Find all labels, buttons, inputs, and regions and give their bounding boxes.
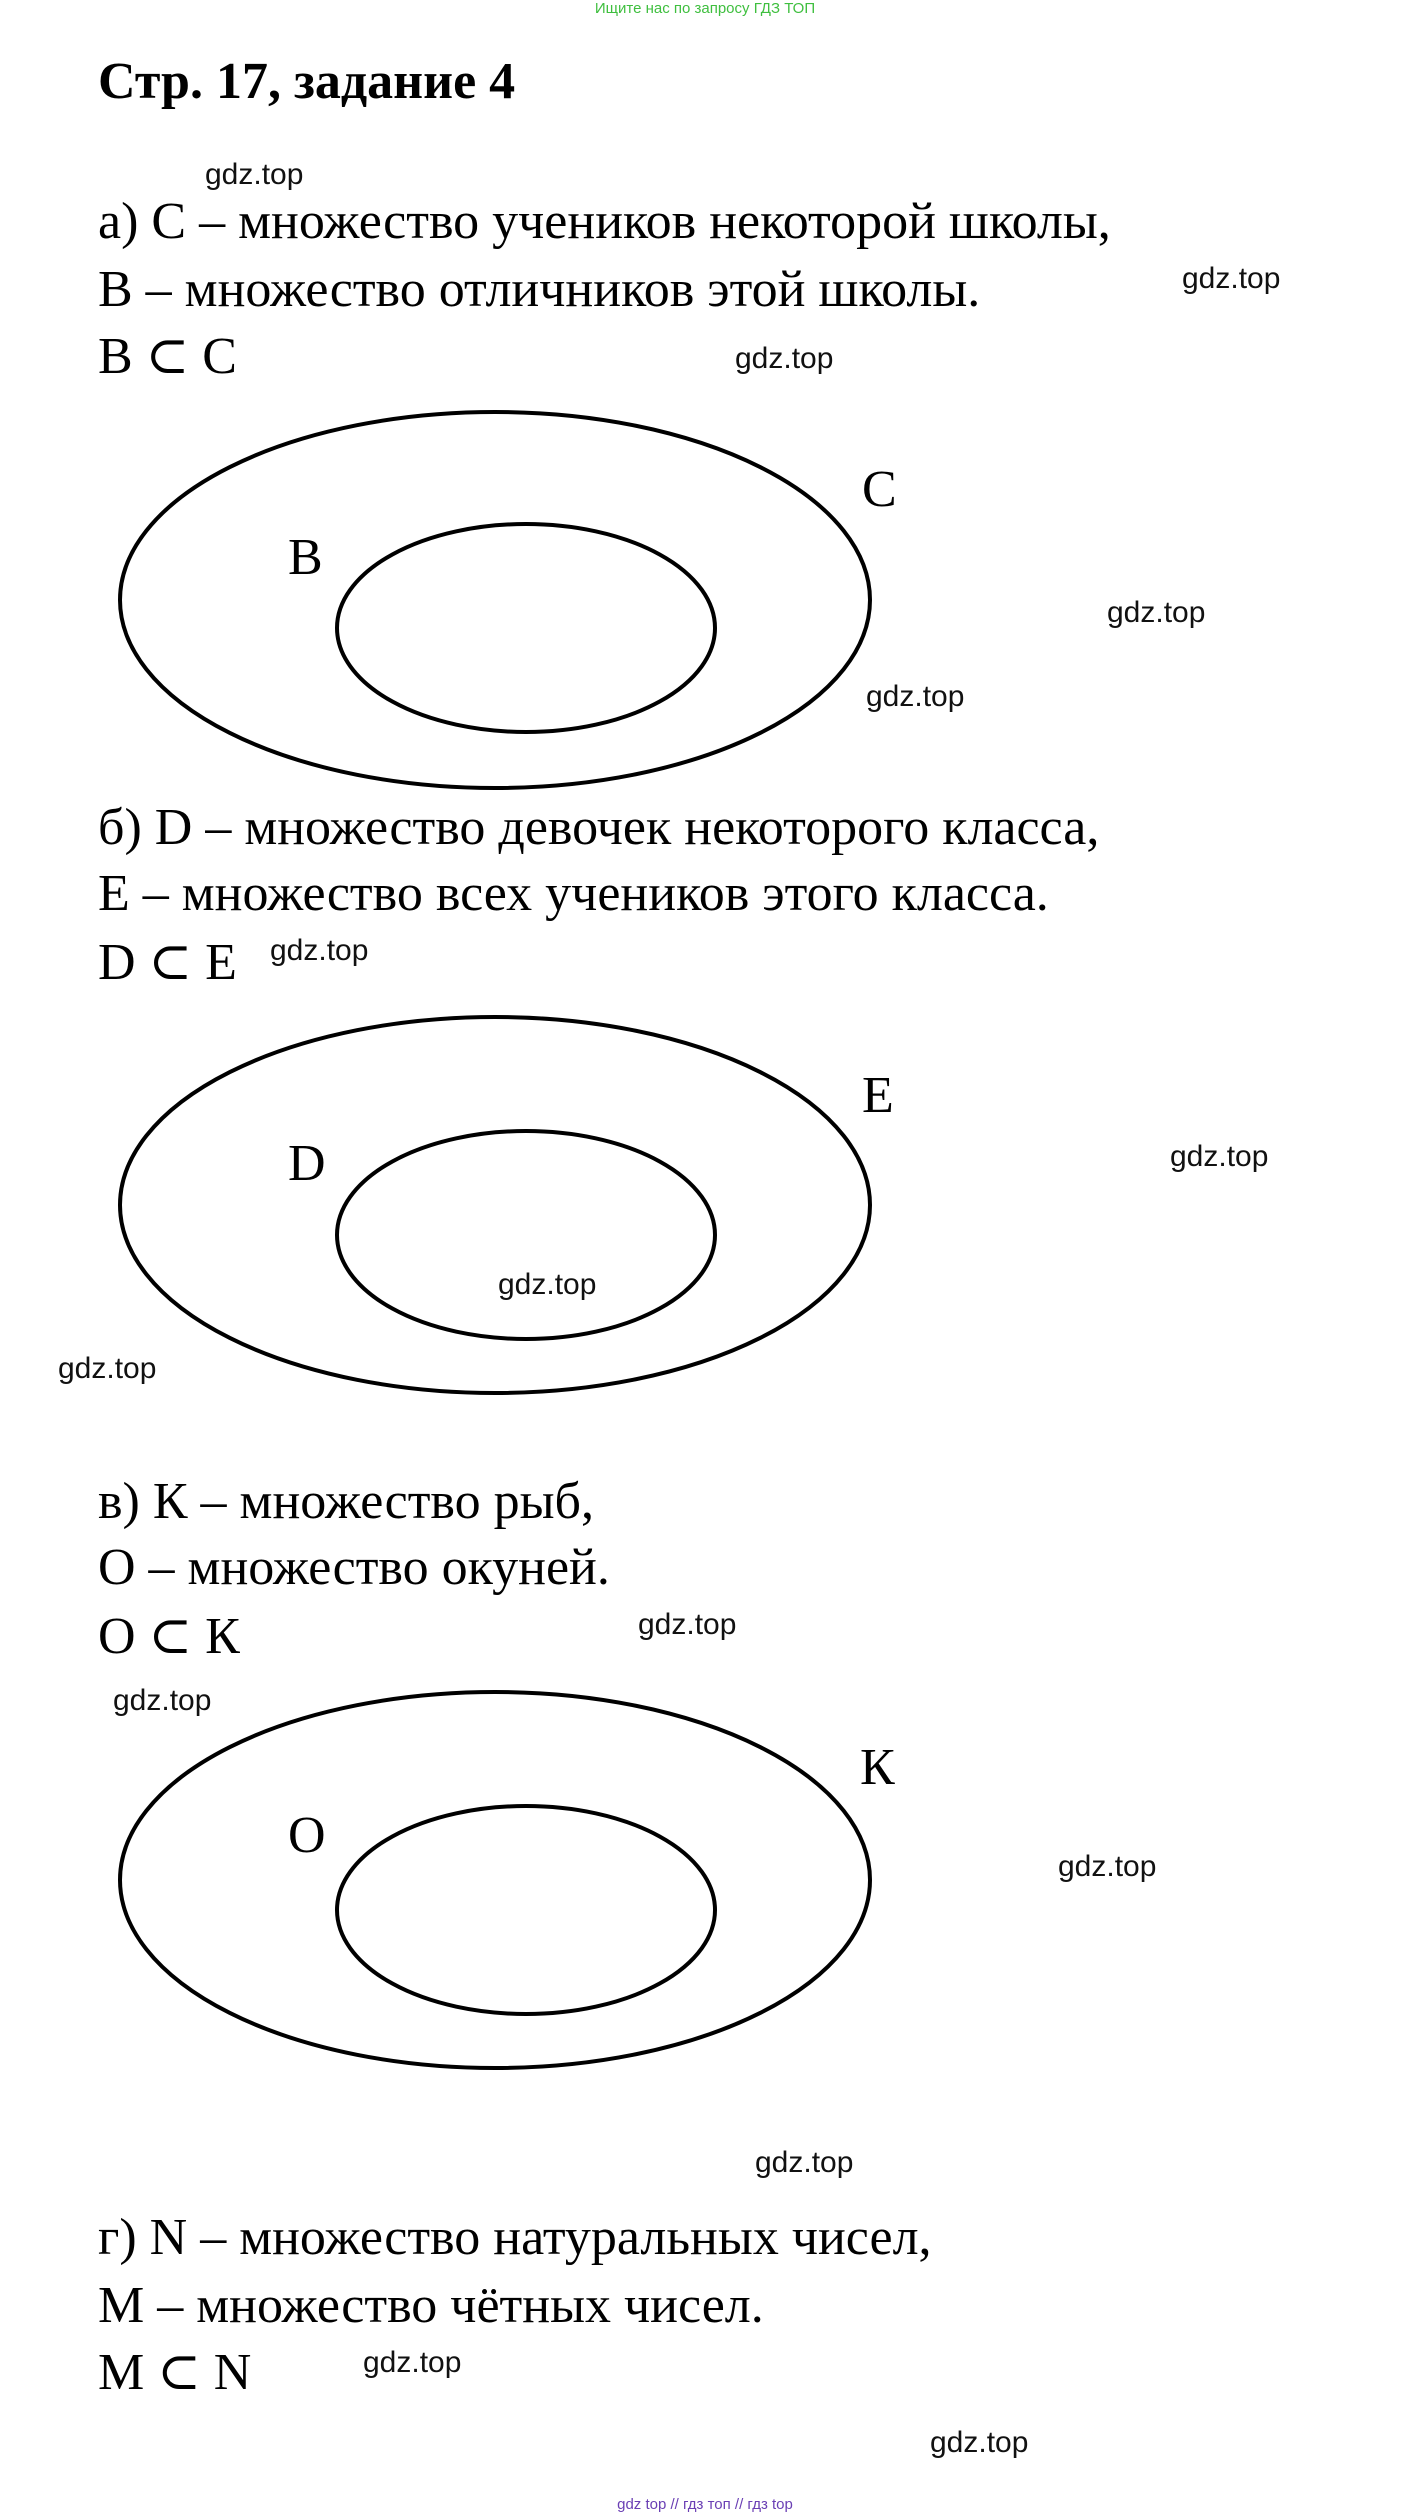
label-set-b: В: [288, 529, 323, 586]
part-a-line-1: а) С – множество учеников некоторой школы,: [98, 193, 1111, 250]
watermark: gdz.top: [58, 1352, 157, 1385]
part-d-subset: М ⊂ N: [98, 2344, 252, 2401]
part-c-line-1: в) К – множество рыб,: [98, 1473, 595, 1530]
watermark: gdz.top: [930, 2426, 1029, 2459]
part-c-line-2: О – множество окуней.: [98, 1539, 610, 1596]
part-c-subset: О ⊂ К: [98, 1608, 240, 1665]
top-banner[interactable]: Ищите нас по запросу ГДЗ ТОП: [594, 0, 816, 17]
watermark: gdz.top: [498, 1268, 597, 1301]
watermark: gdz.top: [866, 680, 965, 713]
watermark: gdz.top: [363, 2346, 462, 2379]
watermark: gdz.top: [113, 1684, 212, 1717]
watermark: gdz.top: [755, 2146, 854, 2179]
part-a-line-2: В – множество отличников этой школы.: [98, 261, 981, 318]
watermark: gdz.top: [1058, 1850, 1157, 1883]
label-set-c: С: [862, 461, 897, 518]
watermark: gdz.top: [1182, 262, 1281, 295]
set-o-ellipse: [337, 1806, 715, 2014]
part-b-subset: D ⊂ E: [98, 934, 237, 991]
part-d-line-1: г) N – множество натуральных чисел,: [98, 2209, 932, 2266]
set-b-ellipse: [337, 524, 715, 732]
watermark: gdz.top: [270, 934, 369, 967]
watermark: gdz.top: [735, 342, 834, 375]
part-d-line-2: М – множество чётных чисел.: [98, 2277, 764, 2334]
label-set-o: О: [288, 1807, 326, 1864]
page-title: Стр. 17, задание 4: [98, 53, 516, 110]
part-b-line-1: б) D – множество девочек некоторого класса,: [98, 799, 1100, 856]
part-a-subset: В ⊂ С: [98, 328, 237, 385]
set-d-ellipse: [337, 1131, 715, 1339]
watermark: gdz.top: [1107, 596, 1206, 629]
watermark: gdz.top: [638, 1608, 737, 1641]
watermark: gdz.top: [205, 158, 304, 191]
footer-links[interactable]: gdz top // гдз топ // гдз top: [617, 2496, 793, 2513]
label-set-e: E: [862, 1067, 894, 1124]
watermark: gdz.top: [1170, 1140, 1269, 1173]
part-b-line-2: Е – множество всех учеников этого класса.: [98, 865, 1049, 922]
label-set-k: К: [860, 1739, 895, 1796]
label-set-d: D: [288, 1135, 326, 1192]
